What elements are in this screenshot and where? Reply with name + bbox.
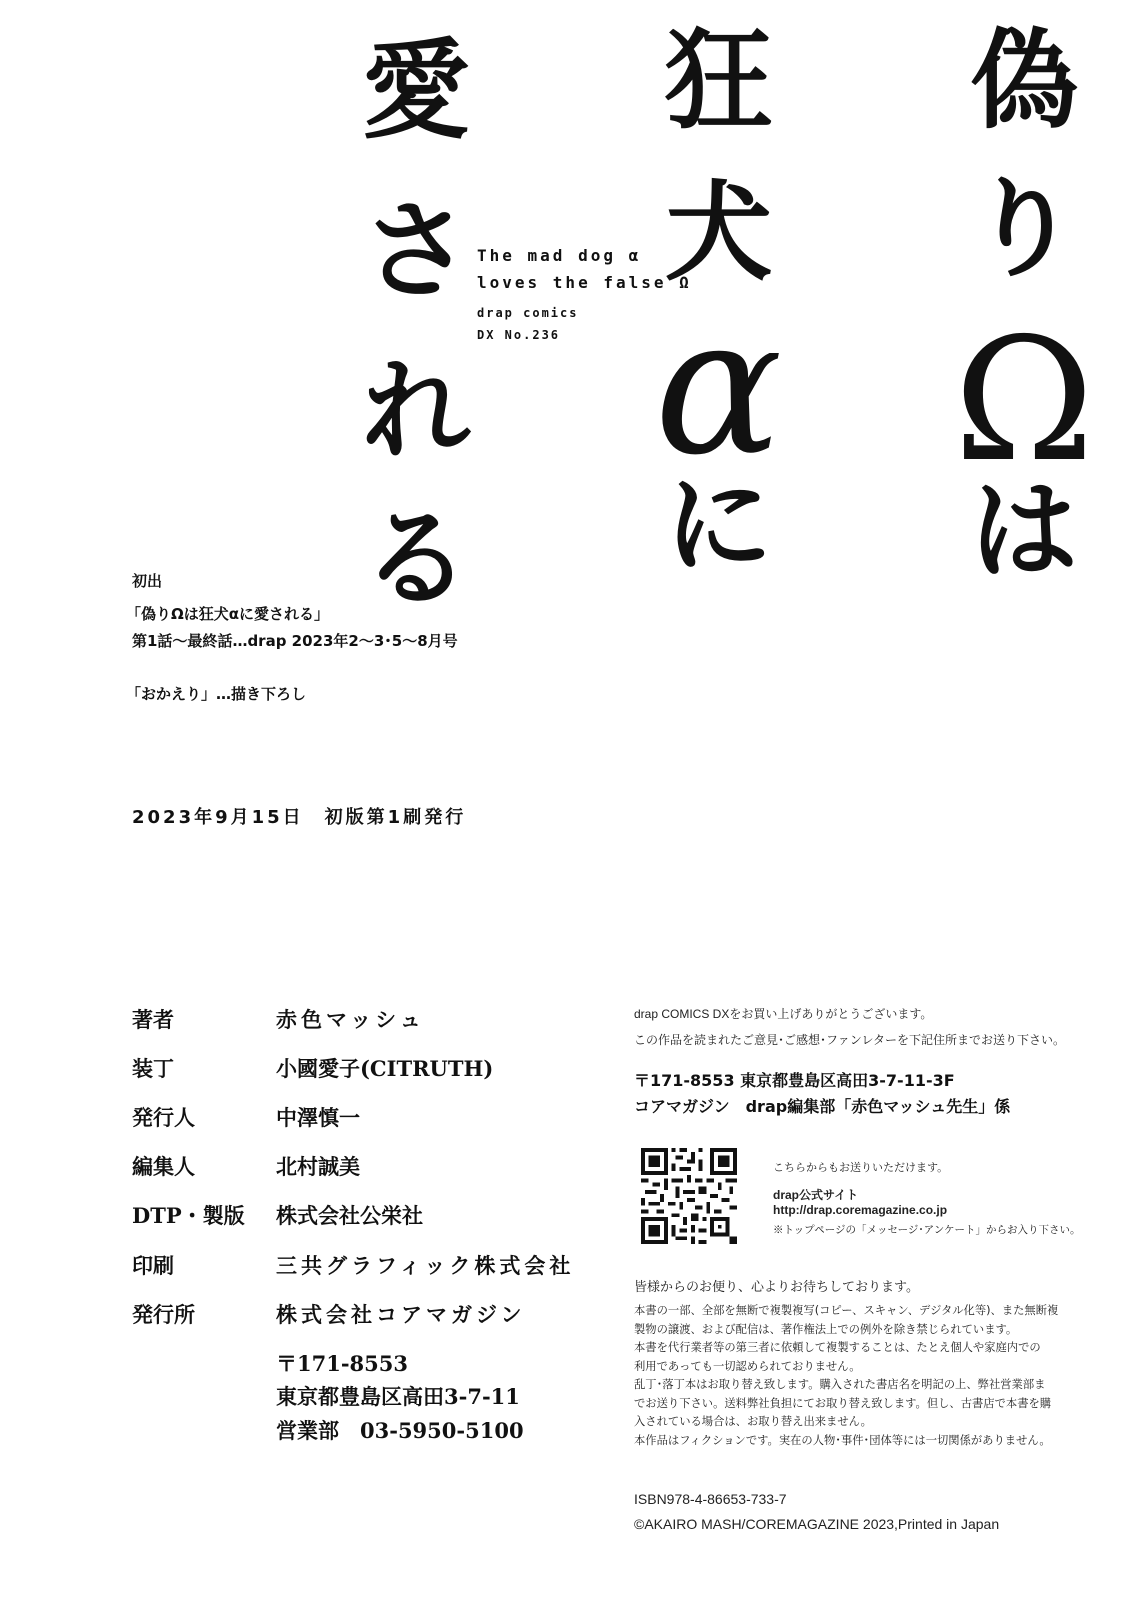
title-char: り (969, 167, 1078, 292)
series-label: drap comics (477, 306, 579, 320)
legal-line: 本書の一部、全部を無断で複製複写(コピー、スキャン、デジタル化等)、また無断複 (634, 1304, 1059, 1317)
series-number: DX No.236 (477, 328, 561, 342)
title-column-2 (636, 19, 801, 592)
credit-value-publishing-house: 株式会社コアマガジン (276, 1302, 526, 1327)
waiting-text: 皆様からのお便り、心よりお待ちしております。 (634, 1279, 919, 1294)
title-char: さ (361, 189, 470, 314)
title-char: に (664, 463, 773, 588)
title-char: は (969, 469, 1078, 594)
letters-text: この作品を読まれたご意見･ご感想･ファンレターを下記住所までお送り下さい。 (634, 1033, 1065, 1047)
qr-note: こちらからもお送りいただけます。 (773, 1162, 949, 1174)
site-note: ※トップページの「メッセージ･アンケート」からお入り下さい。 (773, 1224, 1081, 1236)
publisher-postal: 〒171-8553 (276, 1351, 408, 1376)
credit-value-publisher: 中澤慎一 (276, 1105, 360, 1130)
title-char: る (361, 497, 470, 622)
site-label: drap公式サイト (773, 1188, 859, 1202)
english-title-line-1: The mad dog α (477, 246, 642, 265)
credit-value-author: 赤色マッシュ (276, 1007, 425, 1032)
legal-line: 利用であっても一切認められておりません。 (634, 1359, 861, 1373)
mail-address-line-1: 〒171-8553 東京都豊島区高田3-7-11-3F (634, 1071, 955, 1090)
copyright: ©AKAIRO MASH/COREMAGAZINE 2023,Printed in Japan (634, 1516, 1000, 1532)
title-char: α (654, 276, 783, 497)
qr-code (641, 1148, 737, 1244)
title-char: 愛 (361, 29, 470, 154)
legal-line: 製物の譲渡、および配信は、著作権法上での例外を除き禁じられています。 (634, 1322, 1018, 1336)
title-char: Ω (953, 302, 1095, 500)
credit-label-dtp: DTP・製版 (132, 1203, 245, 1228)
title-char: 犬 (664, 171, 773, 296)
legal-line: でお送り下さい。送料弊社負担にてお取り替え致します。但し、古書店で本書を購 (634, 1396, 1052, 1410)
title-column-3 (360, 29, 472, 622)
first-pub-line-1: 「偽りΩは狂犬αに愛される」 (126, 605, 330, 623)
title-char: 狂 (664, 19, 773, 144)
credit-value-editor: 北村誠美 (276, 1154, 360, 1179)
credit-label-author: 著者 (132, 1007, 174, 1032)
mail-address-line-2: コアマガジン drap編集部「赤色マッシュ先生」係 (634, 1097, 1011, 1116)
credit-value-design: 小國愛子(CITRUTH) (276, 1056, 494, 1081)
legal-line: 本作品はフィクションです。実在の人物･事件･団体等には一切関係がありません。 (634, 1433, 1051, 1447)
first-pub-line-3: 「おかえり」…描き下ろし (126, 685, 307, 703)
credit-label-printing: 印刷 (132, 1253, 174, 1278)
title-char: 偽 (969, 19, 1078, 144)
credit-label-editor: 編集人 (132, 1154, 195, 1179)
publisher-address: 東京都豊島区高田3-7-11 (276, 1384, 520, 1409)
legal-line: 本書を代行業者等の第三者に依頼して複製することは、たとえ個人や家庭内での (634, 1341, 1041, 1354)
release-date: 2023年9月15日 初版第1刷発行 (132, 807, 467, 828)
credit-label-publisher: 発行人 (132, 1105, 195, 1130)
legal-line: 入されている場合は、お取り替え出来ません。 (634, 1415, 872, 1428)
english-title-line-2: loves the false Ω (477, 273, 692, 292)
legal-notice (634, 1302, 1094, 1450)
title-char: れ (361, 349, 470, 474)
credit-label-design: 装丁 (132, 1056, 174, 1081)
title-column-1 (944, 19, 1104, 598)
credit-label-publishing-house: 発行所 (132, 1302, 195, 1327)
credit-value-dtp: 株式会社公栄社 (276, 1203, 423, 1228)
thanks-text: drap COMICS DXをお買い上げありがとうございます。 (634, 1007, 933, 1021)
first-pub-line-2: 第1話〜最終話…drap 2023年2〜3･5〜8月号 (132, 632, 458, 650)
first-pub-heading: 初出 (132, 572, 163, 590)
legal-line: 乱丁･落丁本はお取り替え致します。購入された書店名を明記の上、弊社営業部ま (634, 1378, 1046, 1391)
publisher-sales: 営業部 03-5950-5100 (276, 1418, 524, 1443)
site-url[interactable]: http://drap.coremagazine.co.jp (773, 1203, 948, 1217)
isbn: ISBN978-4-86653-733-7 (634, 1491, 787, 1507)
credit-value-printing: 三共グラフィック株式会社 (276, 1253, 575, 1278)
